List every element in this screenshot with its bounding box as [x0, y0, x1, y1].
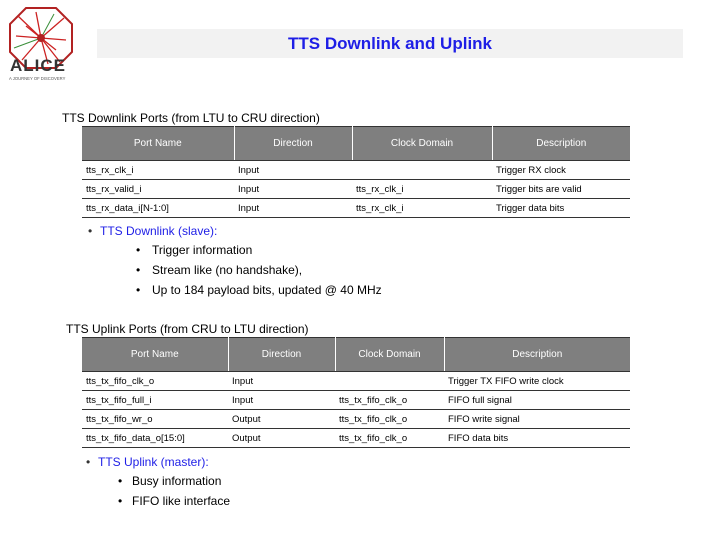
table-cell: Trigger data bits [492, 199, 630, 218]
downlink-section-title: TTS Downlink Ports (from LTU to CRU direction) [62, 111, 320, 125]
table-cell: Output [228, 410, 335, 429]
table-cell: tts_tx_fifo_clk_o [335, 391, 444, 410]
column-header: Port Name [82, 127, 234, 161]
column-header: Direction [228, 338, 335, 372]
table-row [82, 429, 630, 448]
table-cell: tts_rx_data_i[N-1:0] [82, 199, 234, 218]
uplink-bullets [86, 453, 230, 511]
uplink-section-title: TTS Uplink Ports (from CRU to LTU direction) [66, 322, 309, 336]
column-header: Clock Domain [335, 338, 444, 372]
page-title: TTS Downlink and Uplink [288, 33, 492, 53]
downlink-bullets [88, 222, 382, 300]
table-cell: Trigger TX FIFO write clock [444, 372, 630, 391]
bullet-item: • FIFO like interface [86, 491, 230, 511]
bullet-item: • Busy information [86, 471, 230, 491]
table-cell: FIFO write signal [444, 410, 630, 429]
alice-logo [6, 6, 76, 86]
table-cell [335, 372, 444, 391]
table-cell: tts_tx_fifo_clk_o [335, 429, 444, 448]
alice-logo-text: ALICE [10, 56, 66, 75]
table-cell: tts_rx_clk_i [352, 180, 492, 199]
column-header: Port Name [82, 338, 228, 372]
table-header-row [82, 338, 630, 372]
column-header: Description [492, 127, 630, 161]
table-cell: tts_tx_fifo_wr_o [82, 410, 228, 429]
table-cell [352, 161, 492, 180]
table-cell: Input [234, 161, 352, 180]
table-row [82, 180, 630, 199]
table-header-row [82, 127, 630, 161]
table-row [82, 199, 630, 218]
table-cell: FIFO full signal [444, 391, 630, 410]
table-cell: tts_rx_clk_i [82, 161, 234, 180]
bullet-heading: • TTS Uplink (master): [86, 453, 230, 471]
table-cell: tts_rx_clk_i [352, 199, 492, 218]
bullet-heading: • TTS Downlink (slave): [88, 222, 382, 240]
table-cell: Input [234, 199, 352, 218]
table-cell: Input [234, 180, 352, 199]
table-row [82, 391, 630, 410]
table-row [82, 410, 630, 429]
table-cell: Trigger bits are valid [492, 180, 630, 199]
bullet-item: • Up to 184 payload bits, updated @ 40 MHz [88, 280, 382, 300]
table-row [82, 372, 630, 391]
table-cell: tts_tx_fifo_clk_o [82, 372, 228, 391]
table-cell: Input [228, 372, 335, 391]
title-bar [97, 29, 683, 58]
downlink-ports-table [82, 126, 630, 218]
table-cell: Trigger RX clock [492, 161, 630, 180]
table-cell: tts_rx_valid_i [82, 180, 234, 199]
column-header: Description [444, 338, 630, 372]
bullet-item: • Stream like (no handshake), [88, 260, 382, 280]
table-cell: tts_tx_fifo_full_i [82, 391, 228, 410]
column-header: Direction [234, 127, 352, 161]
uplink-ports-table [82, 337, 630, 448]
bullet-item: • Trigger information [88, 240, 382, 260]
column-header: Clock Domain [352, 127, 492, 161]
table-cell: tts_tx_fifo_data_o[15:0] [82, 429, 228, 448]
table-cell: FIFO data bits [444, 429, 630, 448]
table-row [82, 161, 630, 180]
table-cell: Output [228, 429, 335, 448]
alice-logo-tagline: A JOURNEY OF DISCOVERY [9, 76, 66, 81]
table-cell: tts_tx_fifo_clk_o [335, 410, 444, 429]
table-cell: Input [228, 391, 335, 410]
